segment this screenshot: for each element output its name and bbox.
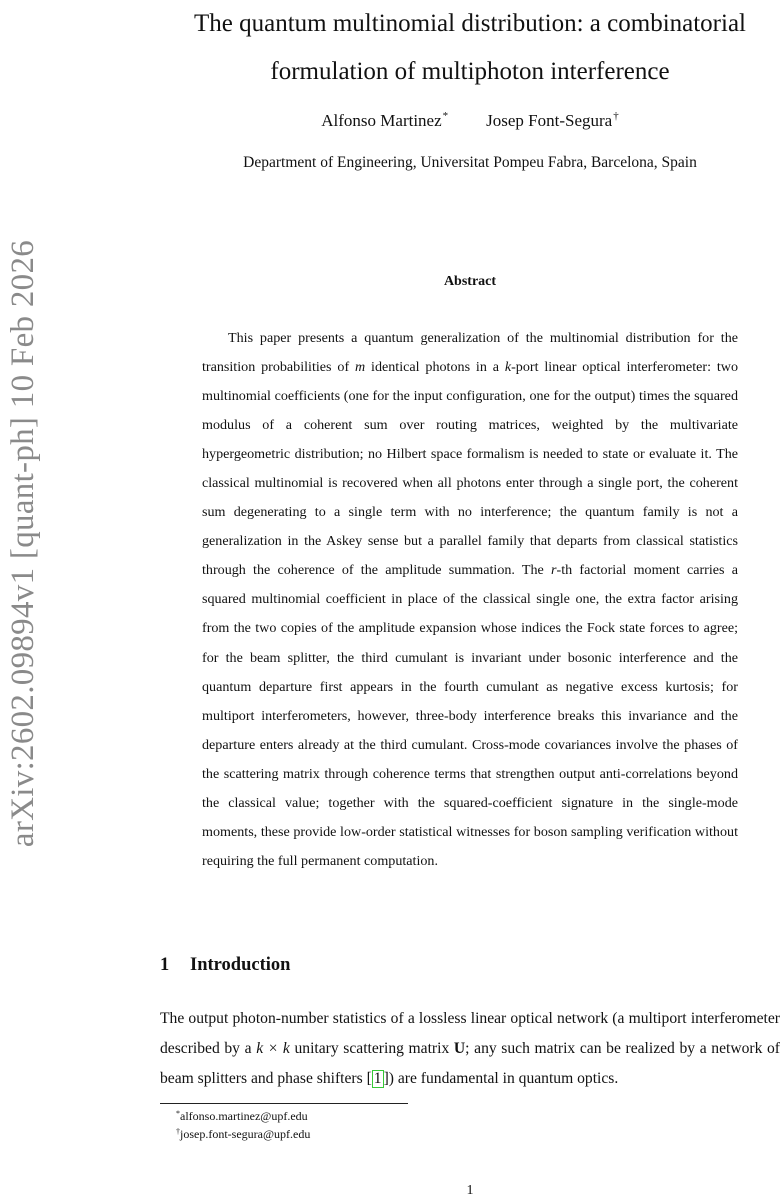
author-footnote-mark[interactable]: † — [613, 110, 619, 122]
affiliation: Department of Engineering, Universitat Pompeu Fabra, Barcelona, Spain — [243, 154, 697, 171]
abstract-body — [202, 324, 738, 876]
author-footnote-mark[interactable]: * — [442, 110, 449, 122]
author-name: Josep Font-Segura — [486, 111, 613, 130]
abstract-text-segment: -port linear optical interferometer: two multinomial coefficients (one for the input configuration, one for the output) times the squared modulus of a coherent sum over routing matrices, weighted by the multivariate hypergeometric distribution; no Hilbert space formalism is needed to state or evaluate it. The classical multinomial is recovered when all photons enter through a single port, the coherent sum degenerating to a single term with no interference; the quantum family is not a generalization in the Askey sense but a parallel family that departs from classical statistics through the coherence of the amplitude summation. The — [202, 359, 738, 579]
footnote-email[interactable]: alfonso.martinez@upf.edu — [180, 1109, 308, 1123]
intro-text-segment: The output photon-number statistics of a lossless linear optical network (a multiport interferometer described by a — [160, 1010, 780, 1057]
author-list — [160, 110, 780, 131]
footnote — [176, 1124, 310, 1142]
math-k-times-k: k × k — [256, 1040, 290, 1057]
intro-text-segment: unitary scattering matrix — [289, 1040, 454, 1057]
abstract-heading: Abstract — [443, 274, 497, 289]
math-variable-r: r — [551, 562, 557, 579]
paper-title: The quantum multinomial distribution: a combinatorial formulation of multiphoton interference — [194, 10, 746, 85]
section-title: Introduction — [190, 955, 291, 975]
math-variable-k: k — [504, 359, 512, 376]
arxiv-identifier-stamp — [4, 218, 44, 868]
abstract-text-segment: This paper presents a quantum generalization of the multinomial distribution for the transition probabilities of — [202, 330, 738, 376]
author-name: Alfonso Martinez — [321, 111, 442, 130]
footnote — [176, 1106, 310, 1124]
citation-link[interactable]: 1 — [373, 1070, 382, 1087]
footnote-divider — [160, 1103, 408, 1104]
arxiv-stamp-text: arXiv:2602.09894v1 [quant-ph] 10 Feb 2026 — [5, 239, 42, 847]
author — [486, 110, 619, 131]
intro-text-segment: ; any such matrix can be realized by a network of beam splitters and phase shifters [ — [160, 1040, 780, 1087]
footnotes — [176, 1106, 310, 1142]
page-number: 1 — [466, 1183, 474, 1198]
math-matrix-u: U — [453, 1040, 466, 1057]
footnote-mark: † — [176, 1127, 180, 1136]
section-number: 1 — [160, 955, 170, 975]
abstract-text-segment: identical photons in a — [365, 359, 505, 376]
author — [321, 110, 448, 131]
section-heading-introduction — [160, 955, 290, 976]
footnote-email[interactable]: josep.font-segura@upf.edu — [180, 1127, 311, 1141]
introduction-paragraph — [160, 1004, 780, 1094]
math-variable-m: m — [355, 359, 366, 376]
footnote-mark: * — [176, 1109, 180, 1118]
intro-text-segment: ]) are fundamental in quantum optics. — [383, 1070, 619, 1087]
abstract-text-segment: -th factorial moment carries a squared multinomial coefficient in place of the classical single one, the extra factor arising from the two copies of the amplitude expansion whose indices the Fock state forces to agree; for the beam splitter, the third cumulant is invariant under bosonic interference and the quantum departure first appears in the fourth cumulant as negative excess kurtosis; for multiport interferometers, however, three-body interference breaks this invariance and the departure enters already at the third cumulant. Cross-mode covariances involve the phases of the scattering matrix through coherence terms that strengthen output anti-correlations beyond the classical value; together with the squared-coefficient signature in the single-mode moments, these provide low-order statistical witnesses for boson sampling verification without requiring the full permanent computation. — [202, 562, 738, 869]
